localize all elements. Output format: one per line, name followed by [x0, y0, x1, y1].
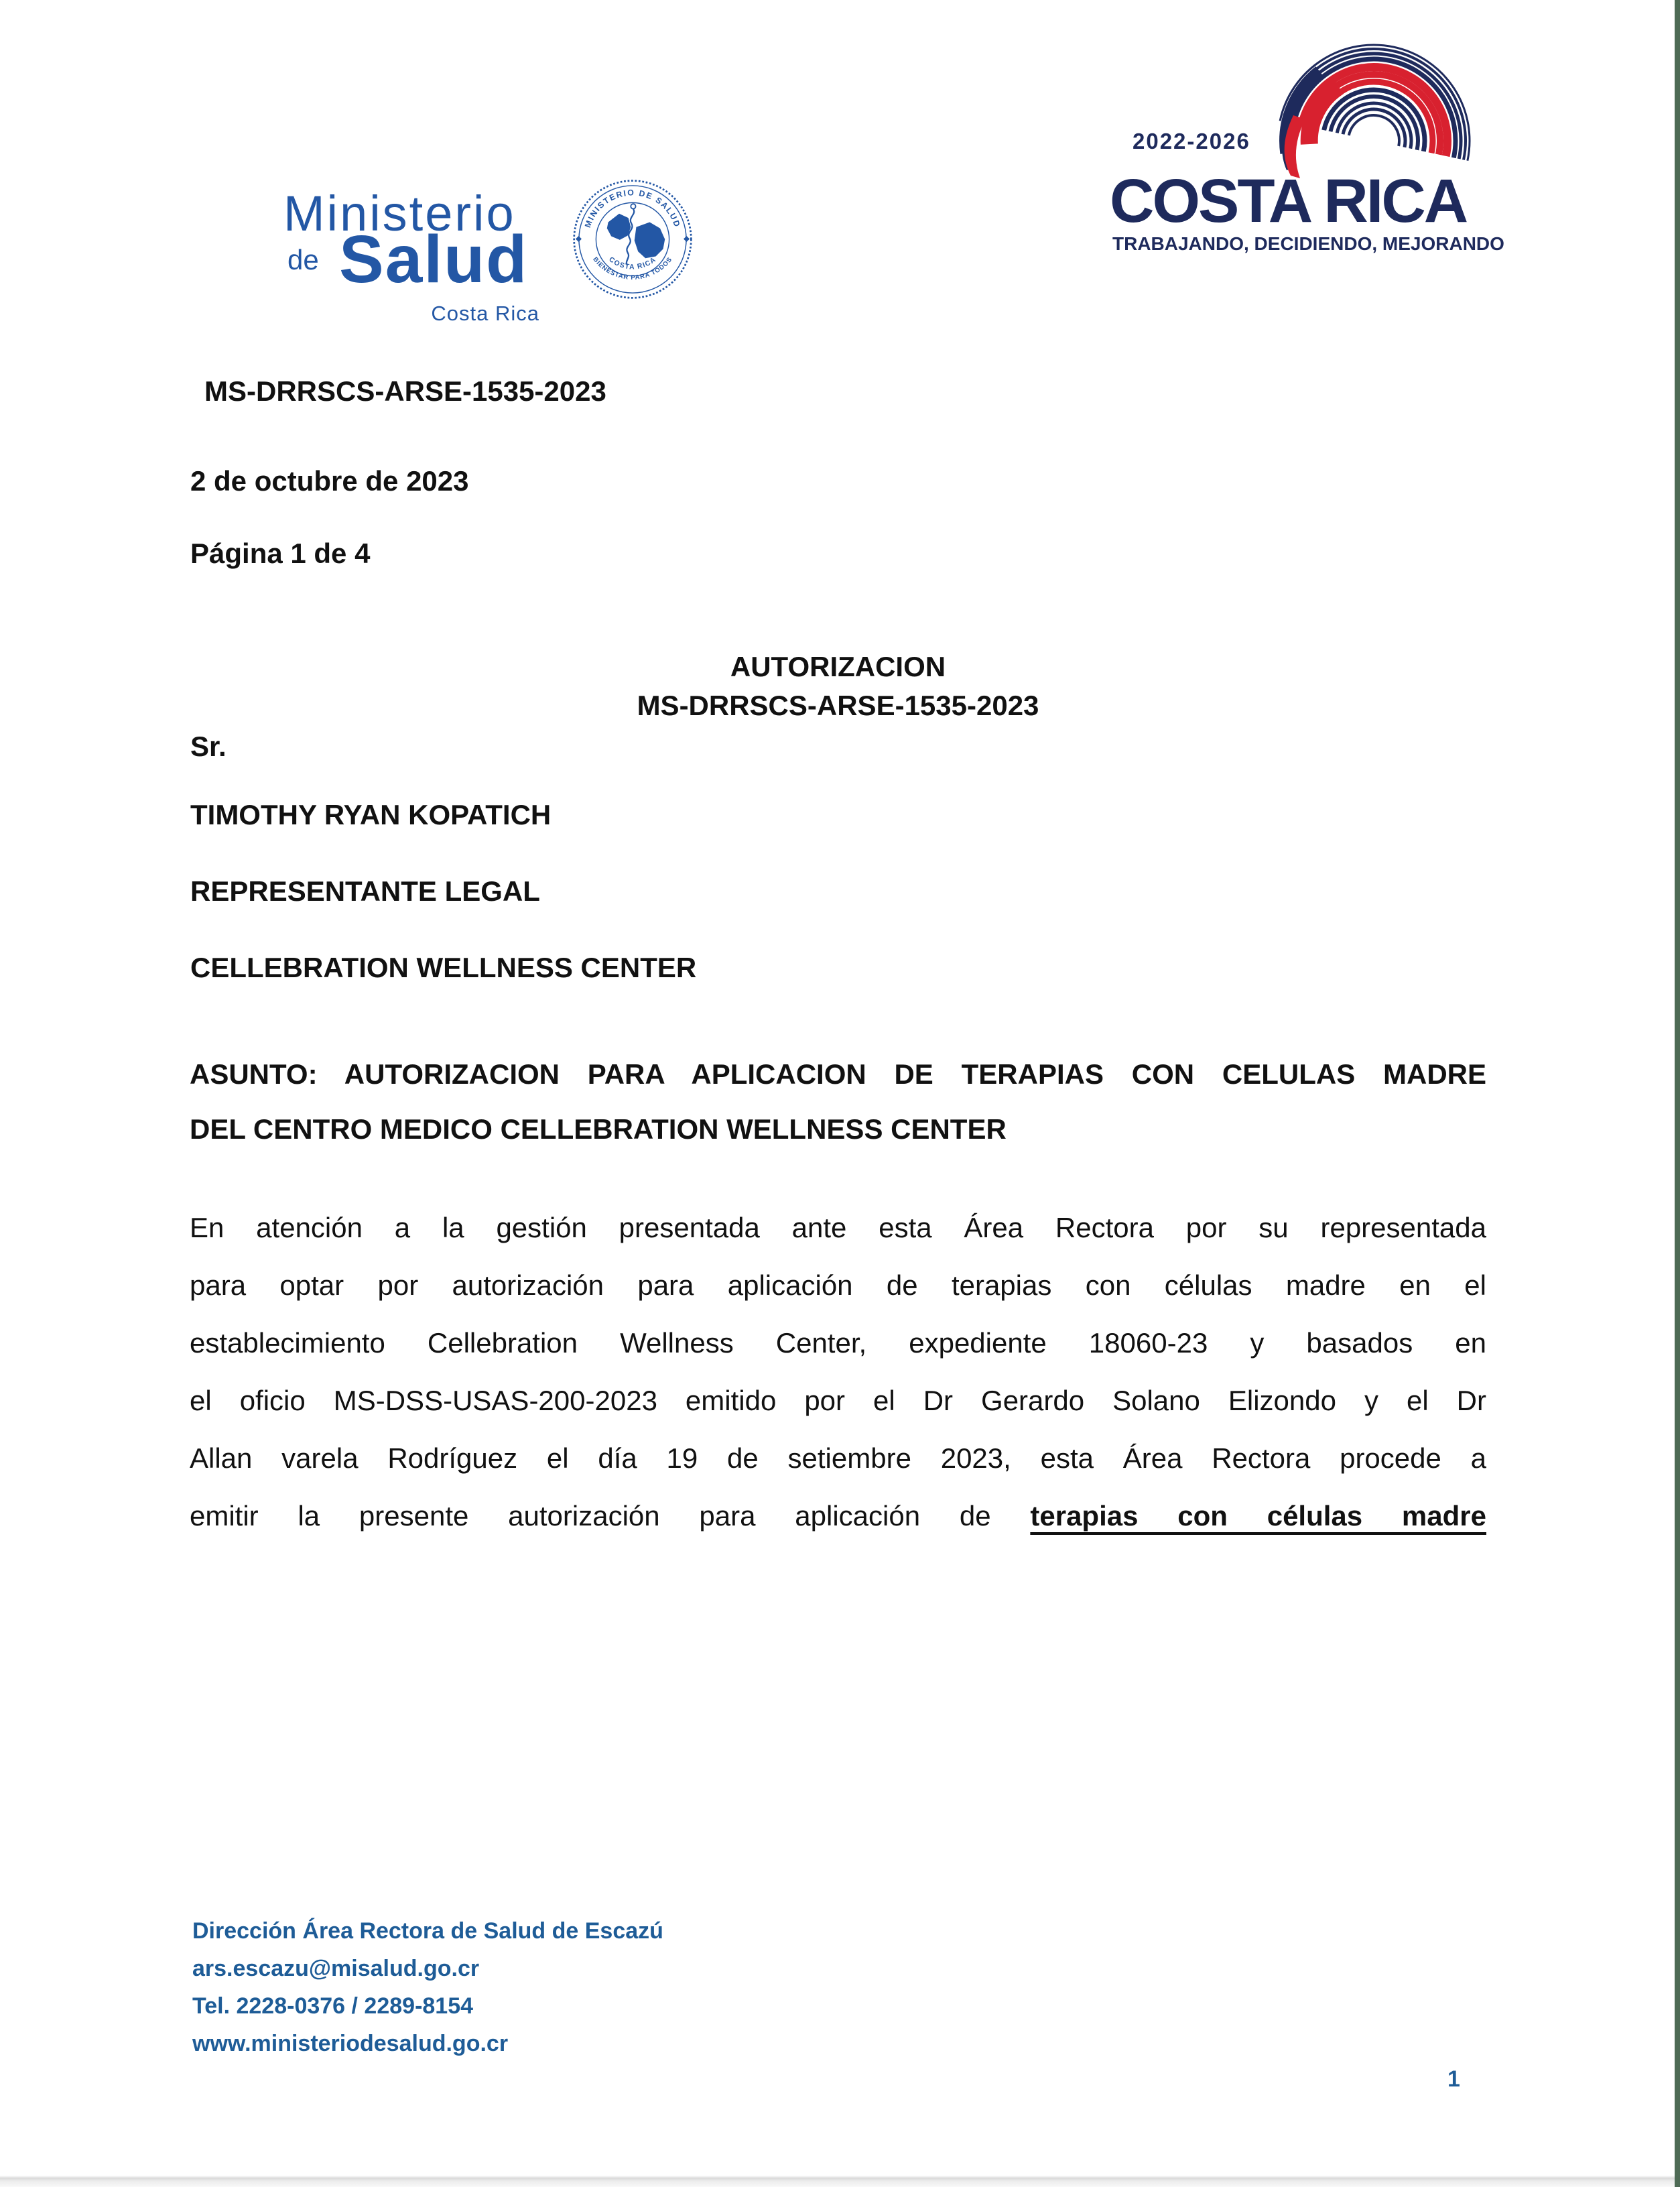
body-line: establecimiento Cellebration Wellness Center, expediente 18060-23 y basados en [190, 1327, 1486, 1359]
body-line: Allan varela Rodríguez el día 19 de setiembre 2023, esta Área Rectora procede a [190, 1442, 1486, 1474]
body-line: En atención a la gestión presentada ante esta Área Rectora por su representada [190, 1212, 1486, 1243]
document-number: MS-DRRSCS-ARSE-1535-2023 [204, 375, 606, 407]
ministerio-wordmark-de: de [287, 244, 319, 275]
ministerio-seal-icon [572, 178, 694, 300]
window-right-border [1675, 0, 1680, 2187]
asclepius-rod-icon [627, 209, 634, 265]
costa-rica-map-icon [607, 214, 631, 240]
footer-contact-block [192, 1912, 663, 2062]
asclepius-rod-icon [631, 204, 635, 208]
body-line: el oficio MS-DSS-USAS-200-2023 emitido por el Dr Gerardo Solano Elizondo y el Dr [190, 1385, 1486, 1416]
costa-rica-bicentenario-logo [1099, 20, 1541, 275]
footer-email: ars.escazu@misalud.go.cr [192, 1956, 480, 1981]
logo-years: 2022-2026 [1133, 129, 1250, 153]
letter-title-reference: MS-DRRSCS-ARSE-1535-2023 [637, 690, 1039, 721]
ministerio-wordmark-salud: Salud [339, 222, 529, 297]
footer-address: Dirección Área Rectora de Salud de Escazú [192, 1918, 663, 1944]
recipient-organization: CELLEBRATION WELLNESS CENTER [190, 952, 697, 983]
subject-block [190, 1047, 1486, 1157]
page-number: 1 [1447, 2066, 1460, 2092]
logo-country-name: COSTA RICA [1110, 167, 1467, 235]
logo-tagline: TRABAJANDO, DECIDIENDO, MEJORANDO [1112, 233, 1504, 254]
seal-left-diamond-icon [576, 236, 582, 242]
ministerio-wordmark-country: Costa Rica [431, 302, 539, 325]
body-line-prefix: emitir la presente autorización para aplicación de [190, 1500, 991, 1532]
costa-rica-map-icon [635, 223, 665, 259]
letter-title-block [190, 647, 1486, 725]
body-line [190, 1487, 1486, 1545]
footer-website: www.ministeriodesalud.go.cr [192, 2031, 509, 2056]
recipient-name: TIMOTHY RYAN KOPATICH [190, 799, 552, 830]
seal-inner-text: COSTA RICA [607, 255, 658, 271]
seal-bottom-text: BIENESTAR PARA TODOS [591, 255, 674, 282]
recipient-role: REPRESENTANTE LEGAL [190, 875, 540, 907]
seal-top-text: MINISTERIO DE SALUD [582, 188, 683, 229]
subject-line: DEL CENTRO MEDICO CELLEBRATION WELLNESS CENTER [190, 1113, 1007, 1145]
letter-body [190, 1199, 1486, 1545]
letter-title: AUTORIZACION [730, 651, 946, 682]
footer-phone: Tel. 2228-0376 / 2289-8154 [192, 1993, 474, 2019]
letter-date: 2 de octubre de 2023 [190, 465, 469, 497]
subject-line: ASUNTO: AUTORIZACION PARA APLICACION DE TERAPIAS CON CELULAS MADRE [190, 1058, 1486, 1090]
emphasized-phrase: terapias con células madre [1030, 1500, 1486, 1532]
ministerio-wordmark-top: Ministerio [283, 186, 516, 241]
horizontal-scrollbar[interactable] [0, 2176, 1675, 2187]
svg-text:COSTA RICA [607, 256, 657, 271]
page-indicator: Página 1 de 4 [190, 538, 371, 569]
salutation: Sr. [190, 731, 227, 762]
body-line: para optar por autorización para aplicación de terapias con células madre en el [190, 1269, 1486, 1301]
seal-right-diamond-icon [684, 236, 690, 242]
